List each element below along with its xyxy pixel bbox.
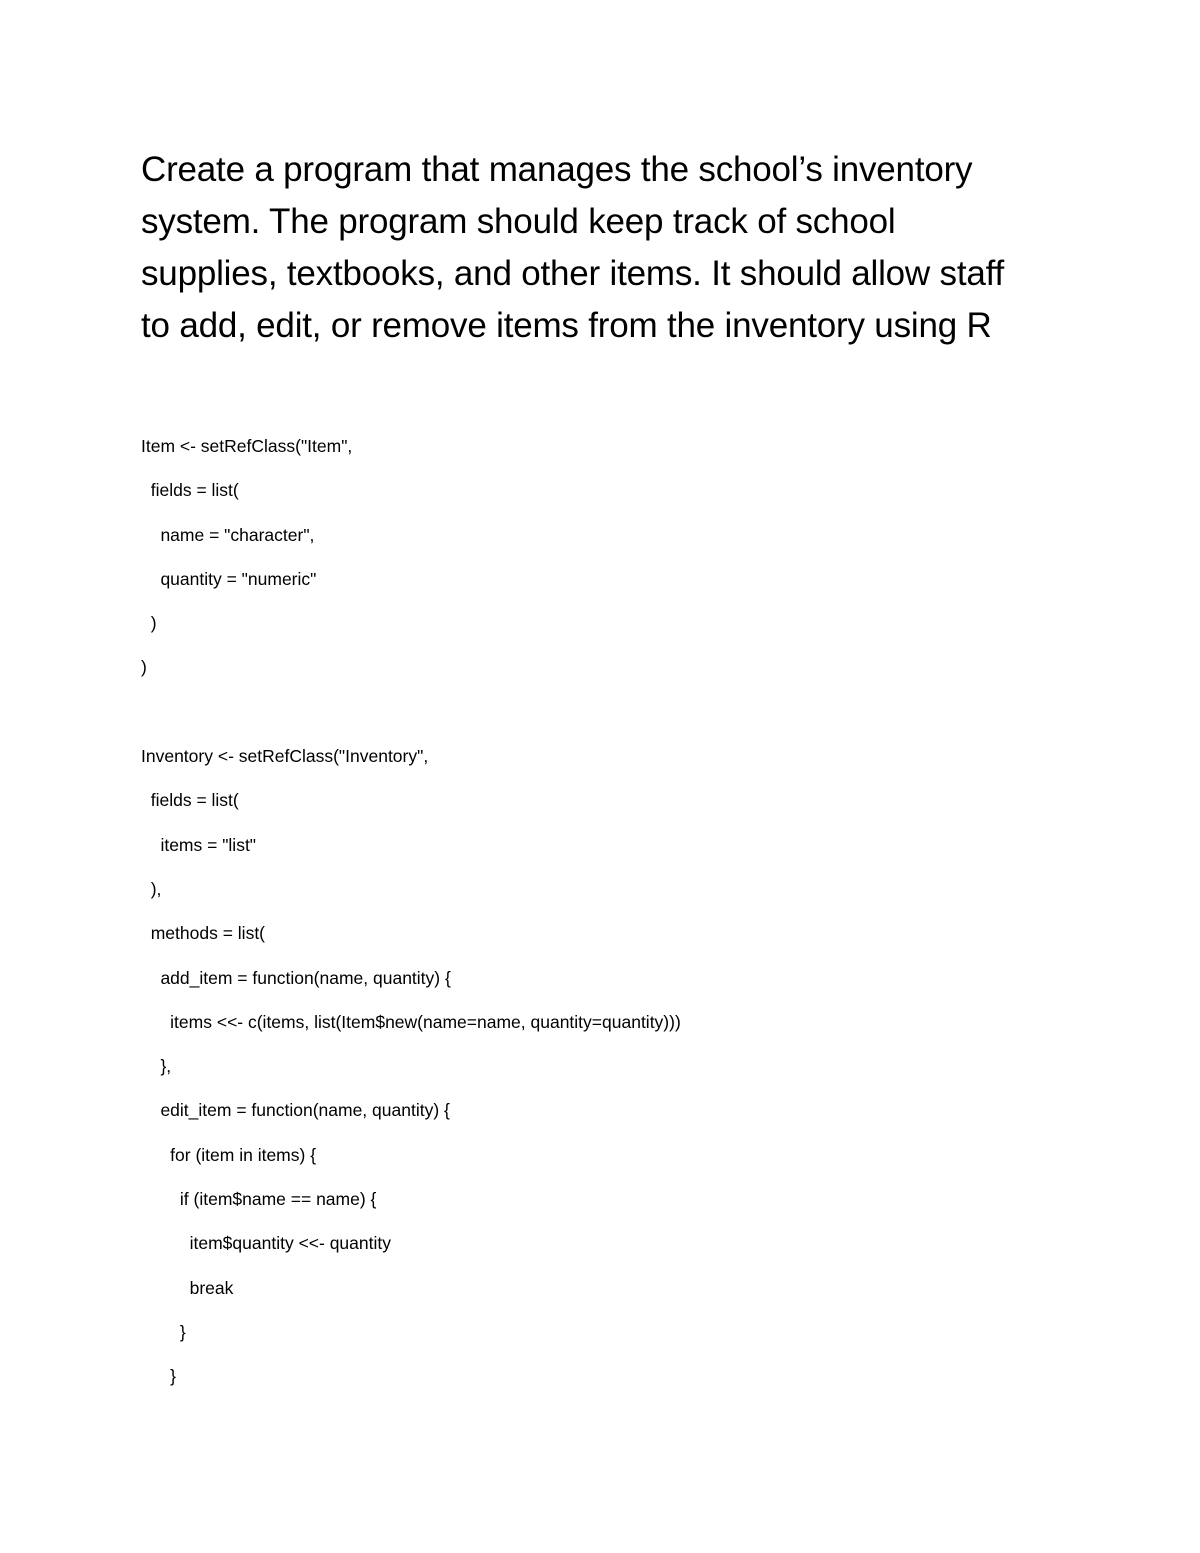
code-blank-line [141, 694, 1101, 738]
r-code-listing [141, 428, 1101, 1403]
prompt-line: supplies, textbooks, and other items. It should allow staff [141, 254, 1005, 293]
assignment-prompt [141, 144, 1101, 352]
code-line: ), [141, 878, 162, 899]
code-line: fields = list( [141, 790, 239, 811]
code-line: items = "list" [141, 834, 257, 855]
code-line: name = "character", [141, 524, 315, 545]
prompt-line: Create a program that manages the school’s inventory [141, 150, 973, 189]
code-line: edit_item = function(name, quantity) { [141, 1100, 450, 1121]
code-line: } [141, 1321, 186, 1342]
code-line: Inventory <- setRefClass("Inventory", [141, 746, 429, 767]
prompt-line: to add, edit, or remove items from the inventory using R [141, 306, 992, 345]
code-line: Item <- setRefClass("Item", [141, 436, 353, 456]
prompt-line: system. The program should keep track of school [141, 202, 896, 241]
code-line: ) [141, 613, 157, 634]
code-line: for (item in items) { [141, 1144, 317, 1165]
code-line: items <<- c(items, list(Item$new(name=name, quantity=quantity))) [141, 1011, 681, 1032]
code-line: } [141, 1366, 177, 1387]
code-line: }, [141, 1056, 172, 1077]
code-line: if (item$name == name) { [141, 1189, 377, 1210]
code-line: methods = list( [141, 923, 266, 944]
code-line: quantity = "numeric" [141, 568, 317, 589]
code-line: fields = list( [141, 480, 239, 501]
code-line: add_item = function(name, quantity) { [141, 967, 451, 988]
code-line: ) [141, 657, 147, 678]
code-line: break [141, 1277, 234, 1298]
code-line: item$quantity <<- quantity [141, 1233, 391, 1254]
